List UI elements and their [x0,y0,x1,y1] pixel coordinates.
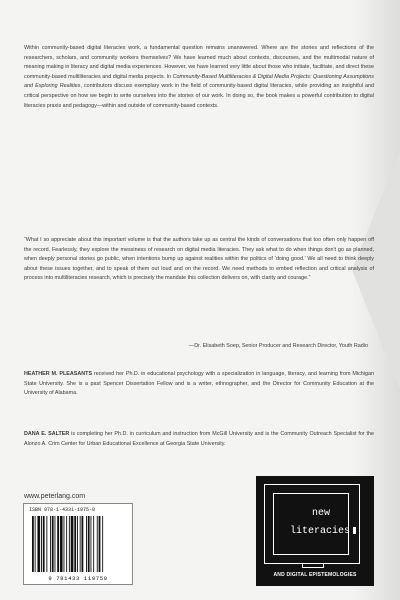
endorsement-attribution: —Dr. Elisabeth Soep, Senior Producer and Research Director, Youth Radio [188,343,368,349]
barcode-bar [43,516,45,572]
author-bio-text: received her Ph.D. in educational psychology with a specialization in language, literacy, and learning from Michigan State University. She is a past Spencer Dissertation Fellow and is a writer, ethnographer, and the Director for Community Education at the University of Alabama. [24,371,374,397]
description-part-1: Within community-based digital literacies work, a fundamental question remains unanswered. Where are the stories and reflections of the researchers, scholars, and community workers themselves? We have learned much about contexts, discourses, and the multimodal nature of meaning making in literacy and digital media experiences. However, we have learned very little about those who initiate, facilitate, and direct these community-based multiliteracies and digital media projects. In [24,45,374,80]
barcode-bar [97,516,98,572]
author-name: HEATHER M. PLEASANTS [24,371,93,377]
isbn-barcode-box [23,503,133,585]
barcode-digits: 9 781433 119750 [48,575,108,582]
series-subtitle: AND DIGITAL EPISTEMOLOGIES [273,572,357,578]
barcode-bar [71,516,74,572]
barcode-bar [60,516,63,572]
barcode-bar [35,516,36,572]
publisher-website: www.peterlang.com [24,493,86,500]
series-word-new: new [312,508,331,519]
barcode-bar [37,516,40,572]
barcode-bar [32,516,34,572]
barcode-bar [55,516,56,572]
endorsement-quote: “What I so appreciate about this important volume is that the authors take up as central the kinds of conversations that too often only happen off the record. Fearlessly, they explore the messiness of research on digital media literacies. They ask what to do when things don't go as planned, when deeply personal stories go public, when intentions bump up against realities within the politics of ‘doing good.’ We all need to think deeply about these issues together, and to speak of them out loud and on the record. We need methods to embed reflection and critical analysis of process into multiliteracies research, which is precisely the mandate this collection delivers on, with clarity and courage.” [24,237,374,282]
description-part-2: , contributors discuss exemplary work in the field of community-based digital literacies, while providing an insightful and critical perspective on how we begin to write ourselves into the stories of our work. In doing so, the book makes a powerful contribution to digital literacies praxis and pedagogy—within and outside of community-based contexts. [24,83,374,109]
barcode-bar [57,516,59,572]
barcode-bar [52,516,54,572]
barcode-bar [99,516,101,572]
barcode-graphic [30,516,126,574]
barcode-bar [82,516,84,572]
monitor-screen [273,493,349,555]
barcode-bar [74,516,76,572]
author-bio-text: is completing her Ph.D. in curriculum and instruction from McGill University and is the Community Outreach Specialist for the Alonzo A. Crim Center for Urban Educational Excellence at Georgia State University. [24,431,374,447]
barcode-bar [102,516,103,572]
barcode-bar [86,516,87,572]
barcode-bar [66,516,67,572]
barcode-bar [91,516,92,572]
monitor-icon [264,484,360,564]
cursor-icon [353,527,356,534]
isbn-label: ISBN 978-1-4331-1975-0 [29,507,96,513]
barcode-bar [80,516,81,572]
author-bio-1 [24,370,374,399]
barcode-bar [77,516,78,572]
monitor-stand [302,563,324,568]
series-logo [256,476,374,586]
barcode-bar [64,516,65,572]
book-description [24,44,374,111]
barcode-bar [88,516,90,572]
barcode-bar [46,516,47,572]
book-title: Community-Based Multiliteracies & Digital Media Projects: Questioning Assumptions and Exploring Realities [24,73,374,90]
author-name: DANA E. SALTER [24,431,70,437]
barcode-bar [50,516,51,572]
series-word-literacies: literacies [290,526,351,537]
author-bio-2 [24,430,374,449]
barcode-bar [93,516,94,572]
barcode-bar [41,516,42,572]
barcode-bar [69,516,70,572]
